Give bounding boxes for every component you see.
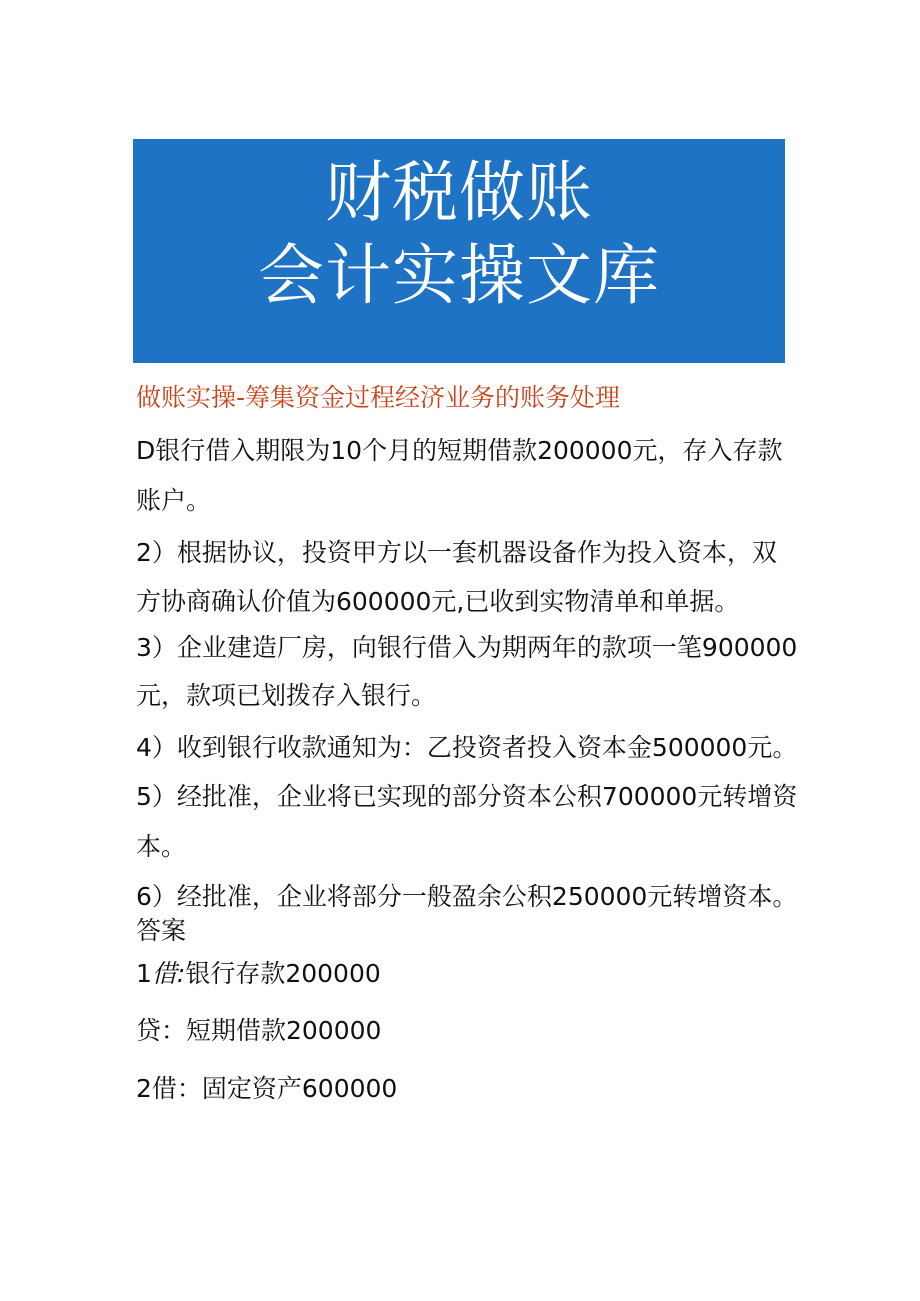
answer-2-debit: 2借：固定资产600000 xyxy=(136,1074,398,1103)
banner-title-line-2: 会计实操文库 xyxy=(258,237,660,314)
question-2-line-1: 2）根据协议，投资甲方以一套机器设备作为投入资本，双 xyxy=(136,538,777,567)
answer-1-credit: 贷：短期借款200000 xyxy=(136,1016,382,1045)
banner-title-line-1: 财税做账 xyxy=(325,154,593,231)
question-6: 6）经批准，企业将部分一般盈余公积250000元转增资本。 xyxy=(136,882,798,911)
title-banner xyxy=(133,139,785,363)
section-subtitle: 做账实操-筹集资金过程经济业务的账务处理 xyxy=(136,383,621,412)
question-4: 4）收到银行收款通知为：乙投资者投入资本金500000元。 xyxy=(136,733,798,762)
answer-1-debit-label: 借: xyxy=(151,959,186,988)
question-5-line-1: 5）经批准，企业将已实现的部分资本公积700000元转增资 xyxy=(136,782,798,811)
answer-1-number: 1 xyxy=(136,959,152,988)
question-3-line-2: 元，款项已划拨存入银行。 xyxy=(136,681,437,710)
question-1-line-1: D银行借入期限为10个月的短期借款200000元，存入存款 xyxy=(136,436,783,465)
answer-1-debit-entry: 银行存款200000 xyxy=(185,959,381,988)
question-3-line-1: 3）企业建造厂房，向银行借入为期两年的款项一笔900000 xyxy=(136,633,798,662)
question-1-line-2: 账户。 xyxy=(136,486,212,515)
answer-heading: 答案 xyxy=(136,916,187,945)
question-2-line-2: 方协商确认价值为600000元,已收到实物清单和单据。 xyxy=(136,587,740,616)
answer-1-debit xyxy=(136,956,786,992)
question-5-line-2: 本。 xyxy=(136,832,187,861)
